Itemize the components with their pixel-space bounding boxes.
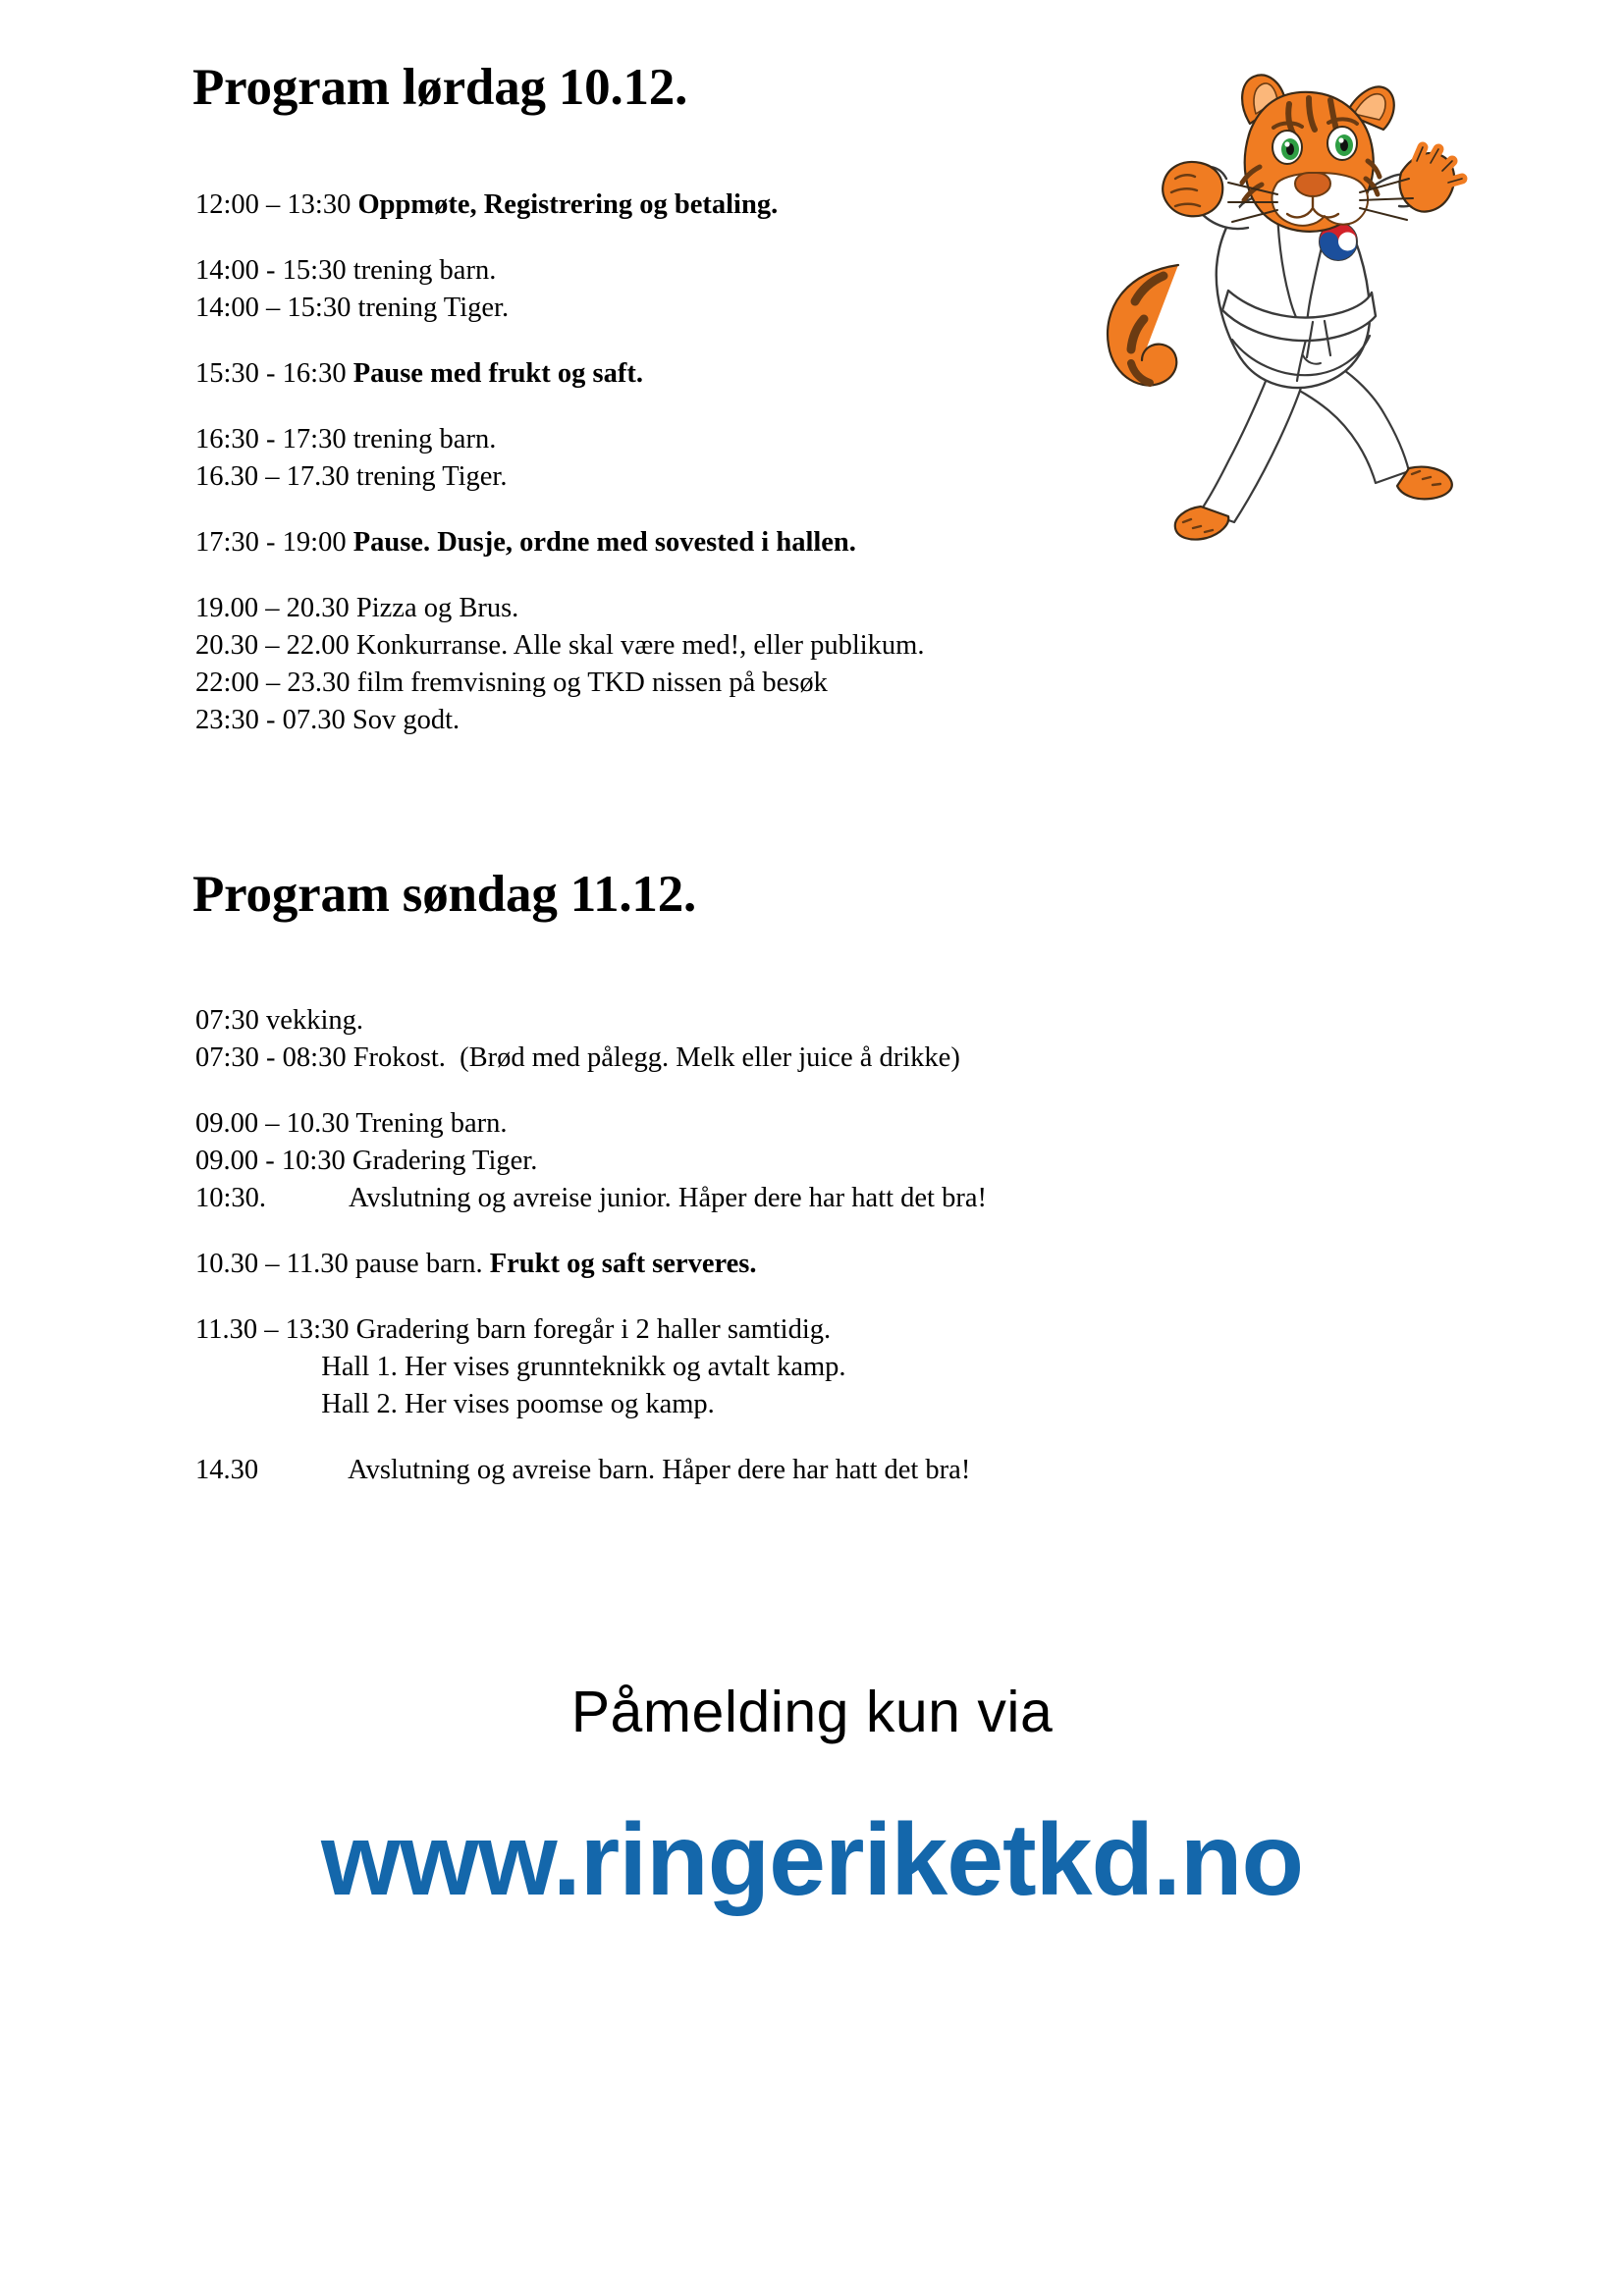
schedule-time: 16.30 – 17.30 trening Tiger. bbox=[195, 461, 508, 492]
schedule-line bbox=[195, 1349, 1374, 1386]
schedule-block bbox=[195, 1002, 1374, 1077]
schedule-time: 22:00 – 23.30 film fremvisning og TKD nissen på besøk bbox=[195, 667, 828, 698]
schedule-time: 17:30 - 19:00 bbox=[195, 527, 353, 558]
schedule-time: 10:30. Avslutning og avreise junior. Håper dere har hatt det bra! bbox=[195, 1183, 987, 1213]
schedule-block bbox=[195, 355, 1334, 393]
schedule-time: 11.30 – 13:30 Gradering barn foregår i 2 haller samtidig. bbox=[195, 1314, 832, 1345]
schedule-line bbox=[195, 1002, 1374, 1040]
schedule-time: 10.30 – 11.30 pause barn. bbox=[195, 1249, 490, 1279]
schedule-block bbox=[195, 1452, 1374, 1489]
schedule-line bbox=[195, 1180, 1374, 1217]
schedule-text: Frukt og saft serveres. bbox=[489, 1249, 757, 1279]
schedule-text: Hall 2. Her vises poomse og kamp. bbox=[195, 1389, 715, 1419]
schedule-block bbox=[195, 1105, 1374, 1217]
schedule-block bbox=[195, 1246, 1374, 1283]
schedule-text: Pause med frukt og saft. bbox=[352, 358, 643, 389]
schedule-line bbox=[195, 1143, 1374, 1180]
schedule-block bbox=[195, 187, 1334, 224]
schedule-line bbox=[195, 1386, 1374, 1423]
schedule-line bbox=[195, 524, 1334, 561]
schedule-text: Hall 1. Her vises grunnteknikk og avtalt kamp. bbox=[195, 1352, 846, 1382]
schedule-time: 07:30 - 08:30 Frokost. (Brød med pålegg. Melk eller juice å drikke) bbox=[195, 1042, 960, 1073]
signup-label: Påmelding kun via bbox=[570, 1680, 1054, 1744]
schedule-text: Oppmøte, Registrering og betaling. bbox=[357, 189, 779, 220]
schedule-saturday bbox=[195, 187, 1334, 739]
schedule-time: 15:30 - 16:30 bbox=[195, 358, 353, 389]
signup-url-link[interactable]: www.ringeriketkd.no bbox=[321, 1803, 1303, 1917]
schedule-block bbox=[195, 421, 1334, 496]
schedule-block bbox=[195, 252, 1334, 327]
schedule-line bbox=[195, 590, 1334, 627]
schedule-line bbox=[195, 1452, 1374, 1489]
schedule-line bbox=[195, 1246, 1374, 1283]
schedule-line bbox=[195, 702, 1334, 739]
schedule-time: 12:00 – 13:30 bbox=[195, 189, 358, 220]
schedule-line bbox=[195, 355, 1334, 393]
schedule-time: 19.00 – 20.30 Pizza og Brus. bbox=[195, 593, 519, 623]
schedule-line bbox=[195, 1311, 1374, 1349]
schedule-line bbox=[195, 627, 1334, 665]
schedule-time: 16:30 - 17:30 trening barn. bbox=[195, 424, 497, 454]
schedule-time: 14:00 – 15:30 trening Tiger. bbox=[195, 293, 510, 323]
page-title-sunday: Program søndag 11.12. bbox=[192, 866, 697, 923]
schedule-line bbox=[195, 665, 1334, 702]
schedule-block bbox=[195, 1311, 1374, 1423]
schedule-line bbox=[195, 290, 1334, 327]
schedule-time: 07:30 vekking. bbox=[195, 1005, 363, 1036]
schedule-time: 23:30 - 07.30 Sov godt. bbox=[195, 705, 460, 735]
schedule-line bbox=[195, 421, 1334, 458]
schedule-text: Pause. Dusje, ordne med sovested i hallen. bbox=[352, 527, 856, 558]
schedule-time: 09.00 - 10:30 Gradering Tiger. bbox=[195, 1146, 538, 1176]
schedule-line bbox=[195, 187, 1334, 224]
schedule-sunday bbox=[195, 1002, 1374, 1489]
schedule-time: 14:00 - 15:30 trening barn. bbox=[195, 255, 497, 286]
schedule-block bbox=[195, 524, 1334, 561]
schedule-line bbox=[195, 1040, 1374, 1077]
page-title-saturday: Program lørdag 10.12. bbox=[192, 59, 688, 116]
schedule-time: 09.00 – 10.30 Trening barn. bbox=[195, 1108, 508, 1139]
schedule-line bbox=[195, 252, 1334, 290]
schedule-time: 20.30 – 22.00 Konkurranse. Alle skal være med!, eller publikum. bbox=[195, 630, 925, 661]
schedule-line bbox=[195, 458, 1334, 496]
schedule-block bbox=[195, 590, 1334, 739]
schedule-time: 14.30 Avslutning og avreise barn. Håper dere har hatt det bra! bbox=[195, 1455, 971, 1485]
schedule-line bbox=[195, 1105, 1374, 1143]
